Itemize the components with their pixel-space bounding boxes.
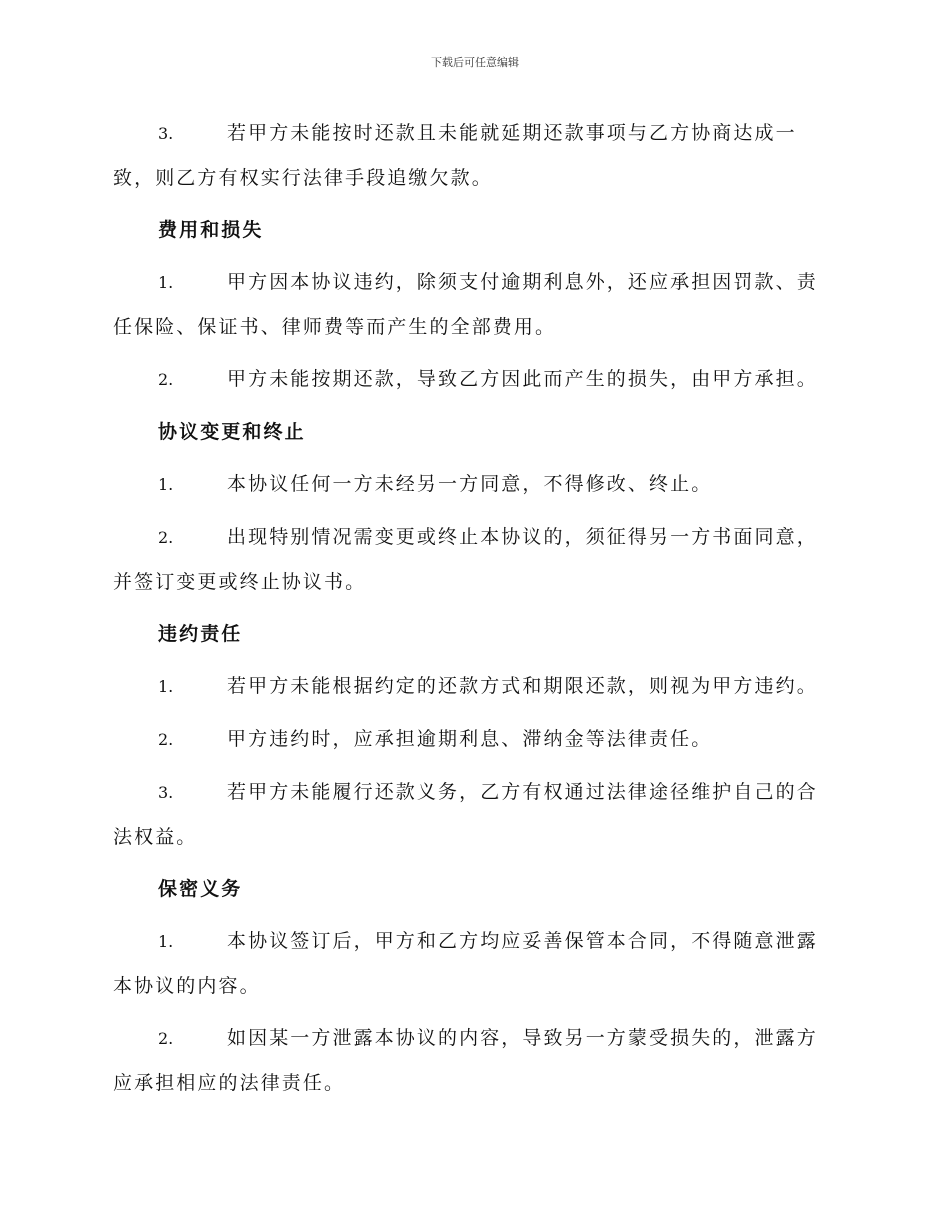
clause-item [113,260,833,349]
section-heading: 违约责任 [158,623,243,645]
clause-number: 1. [158,273,174,292]
clause-item [113,462,833,507]
page-header: 下载后可任意编辑 [431,56,519,69]
clause-number: 1. [158,475,174,494]
clause-text: 甲方因本协议违约，除须支付逾期利息外，还应承担因罚款、责任保险、保证书、律师费等而产生的全部费用。 [113,271,818,338]
clause-text: 若甲方未能按时还款且未能就延期还款事项与乙方协商达成一致，则乙方有权实行法律手段追缴欠款。 [113,122,797,189]
document-body [113,111,833,1113]
section-heading: 费用和损失 [158,219,264,241]
clause-number: 1. [158,677,174,696]
clause-item [113,919,833,1008]
clause-text: 若甲方未能履行还款义务，乙方有权通过法律途径维护自己的合法权益。 [113,781,818,848]
section-heading: 协议变更和终止 [158,421,306,443]
clause-number: 2. [158,730,174,749]
clause-item [113,717,833,762]
clause-text: 若甲方未能根据约定的还款方式和期限还款，则视为甲方违约。 [227,675,818,697]
clause-text: 本协议签订后，甲方和乙方均应妥善保管本合同，不得随意泄露本协议的内容。 [113,930,818,997]
clause-text: 甲方违约时，应承担逾期利息、滞纳金等法律责任。 [227,728,713,750]
clause-number: 2. [158,528,174,547]
clause-item [113,515,833,604]
clause-number: 1. [158,932,174,951]
clause-number: 2. [158,1029,174,1048]
clause-item [113,664,833,709]
clause-item [113,357,833,402]
clause-item [113,1016,833,1105]
clause-item [113,770,833,859]
clause-text: 甲方未能按期还款，导致乙方因此而产生的损失，由甲方承担。 [227,368,818,390]
clause-item [113,111,833,200]
clause-text: 出现特别情况需变更或终止本协议的，须征得另一方书面同意，并签订变更或终止协议书。 [113,526,818,593]
clause-number: 3. [158,783,174,802]
clause-number: 3. [158,124,174,143]
clause-text: 如因某一方泄露本协议的内容，导致另一方蒙受损失的，泄露方应承担相应的法律责任。 [113,1027,818,1094]
section-heading: 保密义务 [158,878,243,900]
clause-number: 2. [158,370,174,389]
clause-text: 本协议任何一方未经另一方同意，不得修改、终止。 [227,473,713,495]
